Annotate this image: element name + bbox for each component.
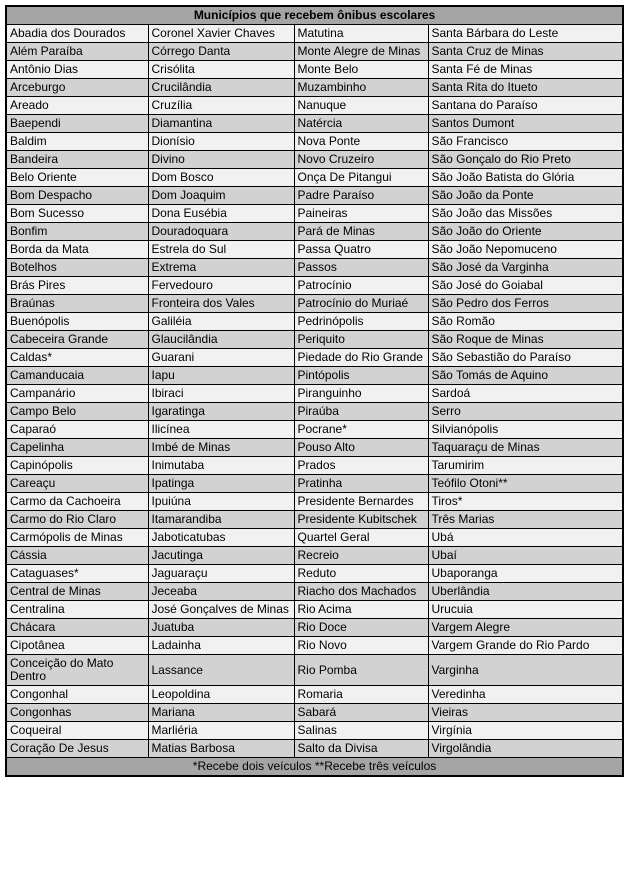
municipality-cell: Areado (6, 97, 148, 115)
municipality-cell: Capelinha (6, 439, 148, 457)
municipality-cell: Ilicínea (148, 421, 294, 439)
table-row (6, 133, 623, 151)
municipality-cell: Conceição do Mato Dentro (6, 655, 148, 686)
municipality-cell: Presidente Bernardes (294, 493, 428, 511)
municipality-cell: Teófilo Otoni** (428, 475, 623, 493)
table-row (6, 403, 623, 421)
table-row (6, 565, 623, 583)
table-row (6, 475, 623, 493)
municipality-cell: Leopoldina (148, 686, 294, 704)
municipality-cell: Lassance (148, 655, 294, 686)
municipality-cell: Quartel Geral (294, 529, 428, 547)
table-row (6, 205, 623, 223)
municipality-cell: Sardoá (428, 385, 623, 403)
municipality-cell: Virgolândia (428, 740, 623, 758)
municipality-cell: Dom Bosco (148, 169, 294, 187)
table-row (6, 367, 623, 385)
table-row (6, 295, 623, 313)
municipality-cell: Botelhos (6, 259, 148, 277)
table-row (6, 115, 623, 133)
municipality-cell: São José do Goiabal (428, 277, 623, 295)
municipality-cell: Recreio (294, 547, 428, 565)
municipality-cell: Pratinha (294, 475, 428, 493)
table-row (6, 79, 623, 97)
municipality-cell: Salinas (294, 722, 428, 740)
table-row (6, 97, 623, 115)
table-row (6, 529, 623, 547)
municipality-cell: Iapu (148, 367, 294, 385)
municipality-cell: Santana do Paraíso (428, 97, 623, 115)
municipality-cell: Santa Bárbara do Leste (428, 25, 623, 43)
table-row (6, 511, 623, 529)
table-row (6, 722, 623, 740)
municipality-cell: Inimutaba (148, 457, 294, 475)
table-row (6, 43, 623, 61)
table-row (6, 421, 623, 439)
municipality-cell: Baldim (6, 133, 148, 151)
municipality-cell: Cruzília (148, 97, 294, 115)
table-row (6, 547, 623, 565)
table-row (6, 241, 623, 259)
municipality-cell: Silvianópolis (428, 421, 623, 439)
municipality-cell: Extrema (148, 259, 294, 277)
municipality-cell: Monte Alegre de Minas (294, 43, 428, 61)
municipality-cell: Novo Cruzeiro (294, 151, 428, 169)
municipality-cell: São Sebastião do Paraíso (428, 349, 623, 367)
table-row (6, 686, 623, 704)
municipality-cell: Ubaporanga (428, 565, 623, 583)
municipality-cell: Ubaí (428, 547, 623, 565)
municipality-cell: Bom Sucesso (6, 205, 148, 223)
table-row (6, 223, 623, 241)
table-title: Municípios que recebem ônibus escolares (6, 6, 623, 25)
municipality-cell: Ubá (428, 529, 623, 547)
municipality-cell: São Tomás de Aquino (428, 367, 623, 385)
municipality-cell: Serro (428, 403, 623, 421)
municipality-cell: Divino (148, 151, 294, 169)
table-row (6, 385, 623, 403)
municipality-cell: Varginha (428, 655, 623, 686)
municipality-cell: São Romão (428, 313, 623, 331)
municipality-cell: Guarani (148, 349, 294, 367)
municipality-cell: Glaucilândia (148, 331, 294, 349)
municipalities-table (5, 5, 624, 777)
municipality-cell: Tarumirim (428, 457, 623, 475)
municipality-cell: São João do Oriente (428, 223, 623, 241)
municipality-cell: Fervedouro (148, 277, 294, 295)
municipality-cell: Bonfim (6, 223, 148, 241)
municipality-cell: Santa Rita do Itueto (428, 79, 623, 97)
municipality-cell: Três Marias (428, 511, 623, 529)
municipality-cell: Ladainha (148, 637, 294, 655)
municipality-cell: Pouso Alto (294, 439, 428, 457)
municipality-cell: São João Nepomuceno (428, 241, 623, 259)
municipality-cell: Cataguases* (6, 565, 148, 583)
table-row (6, 655, 623, 686)
municipality-cell: Cipotânea (6, 637, 148, 655)
municipality-cell: Salto da Divisa (294, 740, 428, 758)
municipality-cell: Ibiraci (148, 385, 294, 403)
municipality-cell: São José da Varginha (428, 259, 623, 277)
municipality-cell: Taquaraçu de Minas (428, 439, 623, 457)
municipality-cell: Coronel Xavier Chaves (148, 25, 294, 43)
table-row (6, 740, 623, 758)
footnote: *Recebe dois veículos **Recebe três veículos (6, 758, 623, 777)
table-row (6, 187, 623, 205)
municipality-cell: Carmópolis de Minas (6, 529, 148, 547)
table-row (6, 619, 623, 637)
municipality-cell: Estrela do Sul (148, 241, 294, 259)
municipality-cell: Padre Paraíso (294, 187, 428, 205)
municipality-cell: São Gonçalo do Rio Preto (428, 151, 623, 169)
table-body (6, 25, 623, 758)
municipality-cell: Pocrane* (294, 421, 428, 439)
municipality-cell: Além Paraíba (6, 43, 148, 61)
municipality-cell: Carmo do Rio Claro (6, 511, 148, 529)
municipality-cell: Antônio Dias (6, 61, 148, 79)
municipality-cell: Mariana (148, 704, 294, 722)
municipality-cell: Coqueiral (6, 722, 148, 740)
municipality-cell: Santa Fé de Minas (428, 61, 623, 79)
municipality-cell: Rio Acima (294, 601, 428, 619)
municipality-cell: Piranguinho (294, 385, 428, 403)
municipality-cell: Jaboticatubas (148, 529, 294, 547)
municipality-cell: Diamantina (148, 115, 294, 133)
municipality-cell: Santos Dumont (428, 115, 623, 133)
table-row (6, 259, 623, 277)
municipality-cell: Onça De Pitangui (294, 169, 428, 187)
table-row (6, 313, 623, 331)
municipality-cell: Camanducaia (6, 367, 148, 385)
municipality-cell: Arceburgo (6, 79, 148, 97)
municipality-cell: Matias Barbosa (148, 740, 294, 758)
municipality-cell: Brás Pires (6, 277, 148, 295)
municipality-cell: Campo Belo (6, 403, 148, 421)
municipality-cell: Centralina (6, 601, 148, 619)
municipality-cell: São João Batista do Glória (428, 169, 623, 187)
table-row (6, 151, 623, 169)
municipality-cell: Uberlândia (428, 583, 623, 601)
municipality-cell: Vargem Grande do Rio Pardo (428, 637, 623, 655)
municipality-cell: Nanuque (294, 97, 428, 115)
table-row (6, 583, 623, 601)
municipality-cell: Crucilândia (148, 79, 294, 97)
table-row (6, 25, 623, 43)
table-row (6, 61, 623, 79)
municipality-cell: Marliéria (148, 722, 294, 740)
municipality-cell: São João das Missões (428, 205, 623, 223)
municipality-cell: Vieiras (428, 704, 623, 722)
municipality-cell: Rio Pomba (294, 655, 428, 686)
municipality-cell: Romaria (294, 686, 428, 704)
municipality-cell: Buenópolis (6, 313, 148, 331)
municipality-cell: Borda da Mata (6, 241, 148, 259)
table-row (6, 349, 623, 367)
municipality-cell: Igaratinga (148, 403, 294, 421)
municipality-cell: São Pedro dos Ferros (428, 295, 623, 313)
municipality-cell: Vargem Alegre (428, 619, 623, 637)
municipality-cell: Ipatinga (148, 475, 294, 493)
municipality-cell: Abadia dos Dourados (6, 25, 148, 43)
table-row (6, 601, 623, 619)
municipality-cell: Central de Minas (6, 583, 148, 601)
table-row (6, 637, 623, 655)
municipality-cell: Santa Cruz de Minas (428, 43, 623, 61)
municipality-cell: Galiléia (148, 313, 294, 331)
municipality-cell: Imbé de Minas (148, 439, 294, 457)
municipality-cell: Douradoquara (148, 223, 294, 241)
municipality-cell: Piedade do Rio Grande (294, 349, 428, 367)
municipality-cell: Nova Ponte (294, 133, 428, 151)
municipality-cell: Campanário (6, 385, 148, 403)
municipality-cell: Muzambinho (294, 79, 428, 97)
municipality-cell: Prados (294, 457, 428, 475)
municipality-cell: Pintópolis (294, 367, 428, 385)
municipality-cell: Cássia (6, 547, 148, 565)
municipality-cell: Juatuba (148, 619, 294, 637)
footnote-row (6, 758, 623, 777)
municipality-cell: Ipuiúna (148, 493, 294, 511)
table-row (6, 169, 623, 187)
municipality-cell: São João da Ponte (428, 187, 623, 205)
municipality-cell: Jaguaraçu (148, 565, 294, 583)
municipality-cell: Carmo da Cachoeira (6, 493, 148, 511)
municipality-cell: Riacho dos Machados (294, 583, 428, 601)
table-row (6, 439, 623, 457)
municipality-cell: Belo Oriente (6, 169, 148, 187)
municipality-cell: Passa Quatro (294, 241, 428, 259)
municipality-cell: Rio Doce (294, 619, 428, 637)
municipality-cell: Dona Eusébia (148, 205, 294, 223)
municipality-cell: Jeceaba (148, 583, 294, 601)
municipality-cell: Piraúba (294, 403, 428, 421)
municipality-cell: Presidente Kubitschek (294, 511, 428, 529)
municipality-cell: Fronteira dos Vales (148, 295, 294, 313)
municipality-cell: Patrocínio do Muriaé (294, 295, 428, 313)
municipality-cell: Urucuia (428, 601, 623, 619)
municipality-cell: Coração De Jesus (6, 740, 148, 758)
municipality-cell: Congonhal (6, 686, 148, 704)
municipality-cell: Virgínia (428, 722, 623, 740)
municipality-cell: Patrocínio (294, 277, 428, 295)
municipality-cell: Sabará (294, 704, 428, 722)
municipality-cell: Bom Despacho (6, 187, 148, 205)
municipality-cell: Careaçu (6, 475, 148, 493)
municipality-cell: Itamarandiba (148, 511, 294, 529)
municipality-cell: Monte Belo (294, 61, 428, 79)
table-row (6, 704, 623, 722)
municipality-cell: Córrego Danta (148, 43, 294, 61)
municipality-cell: Bandeira (6, 151, 148, 169)
municipality-cell: Pedrinópolis (294, 313, 428, 331)
municipality-cell: Cabeceira Grande (6, 331, 148, 349)
table-row (6, 457, 623, 475)
municipality-cell: Braúnas (6, 295, 148, 313)
title-row (6, 6, 623, 25)
municipality-cell: Passos (294, 259, 428, 277)
municipality-cell: Tiros* (428, 493, 623, 511)
municipality-cell: Dionísio (148, 133, 294, 151)
municipality-cell: Caparaó (6, 421, 148, 439)
municipality-cell: Veredinha (428, 686, 623, 704)
municipality-cell: Natércia (294, 115, 428, 133)
municipality-cell: Crisólita (148, 61, 294, 79)
municipality-cell: Capinópolis (6, 457, 148, 475)
municipality-cell: Rio Novo (294, 637, 428, 655)
municipality-cell: Pará de Minas (294, 223, 428, 241)
municipality-cell: Matutina (294, 25, 428, 43)
municipality-cell: Periquito (294, 331, 428, 349)
municipality-cell: Congonhas (6, 704, 148, 722)
municipality-cell: José Gonçalves de Minas (148, 601, 294, 619)
municipality-cell: Paineiras (294, 205, 428, 223)
municipality-cell: Chácara (6, 619, 148, 637)
municipality-cell: Jacutinga (148, 547, 294, 565)
table-row (6, 493, 623, 511)
municipality-cell: Baependi (6, 115, 148, 133)
municipality-cell: Dom Joaquim (148, 187, 294, 205)
municipality-cell: Reduto (294, 565, 428, 583)
table-row (6, 331, 623, 349)
municipality-cell: São Roque de Minas (428, 331, 623, 349)
municipality-cell: Caldas* (6, 349, 148, 367)
table-row (6, 277, 623, 295)
municipality-cell: São Francisco (428, 133, 623, 151)
